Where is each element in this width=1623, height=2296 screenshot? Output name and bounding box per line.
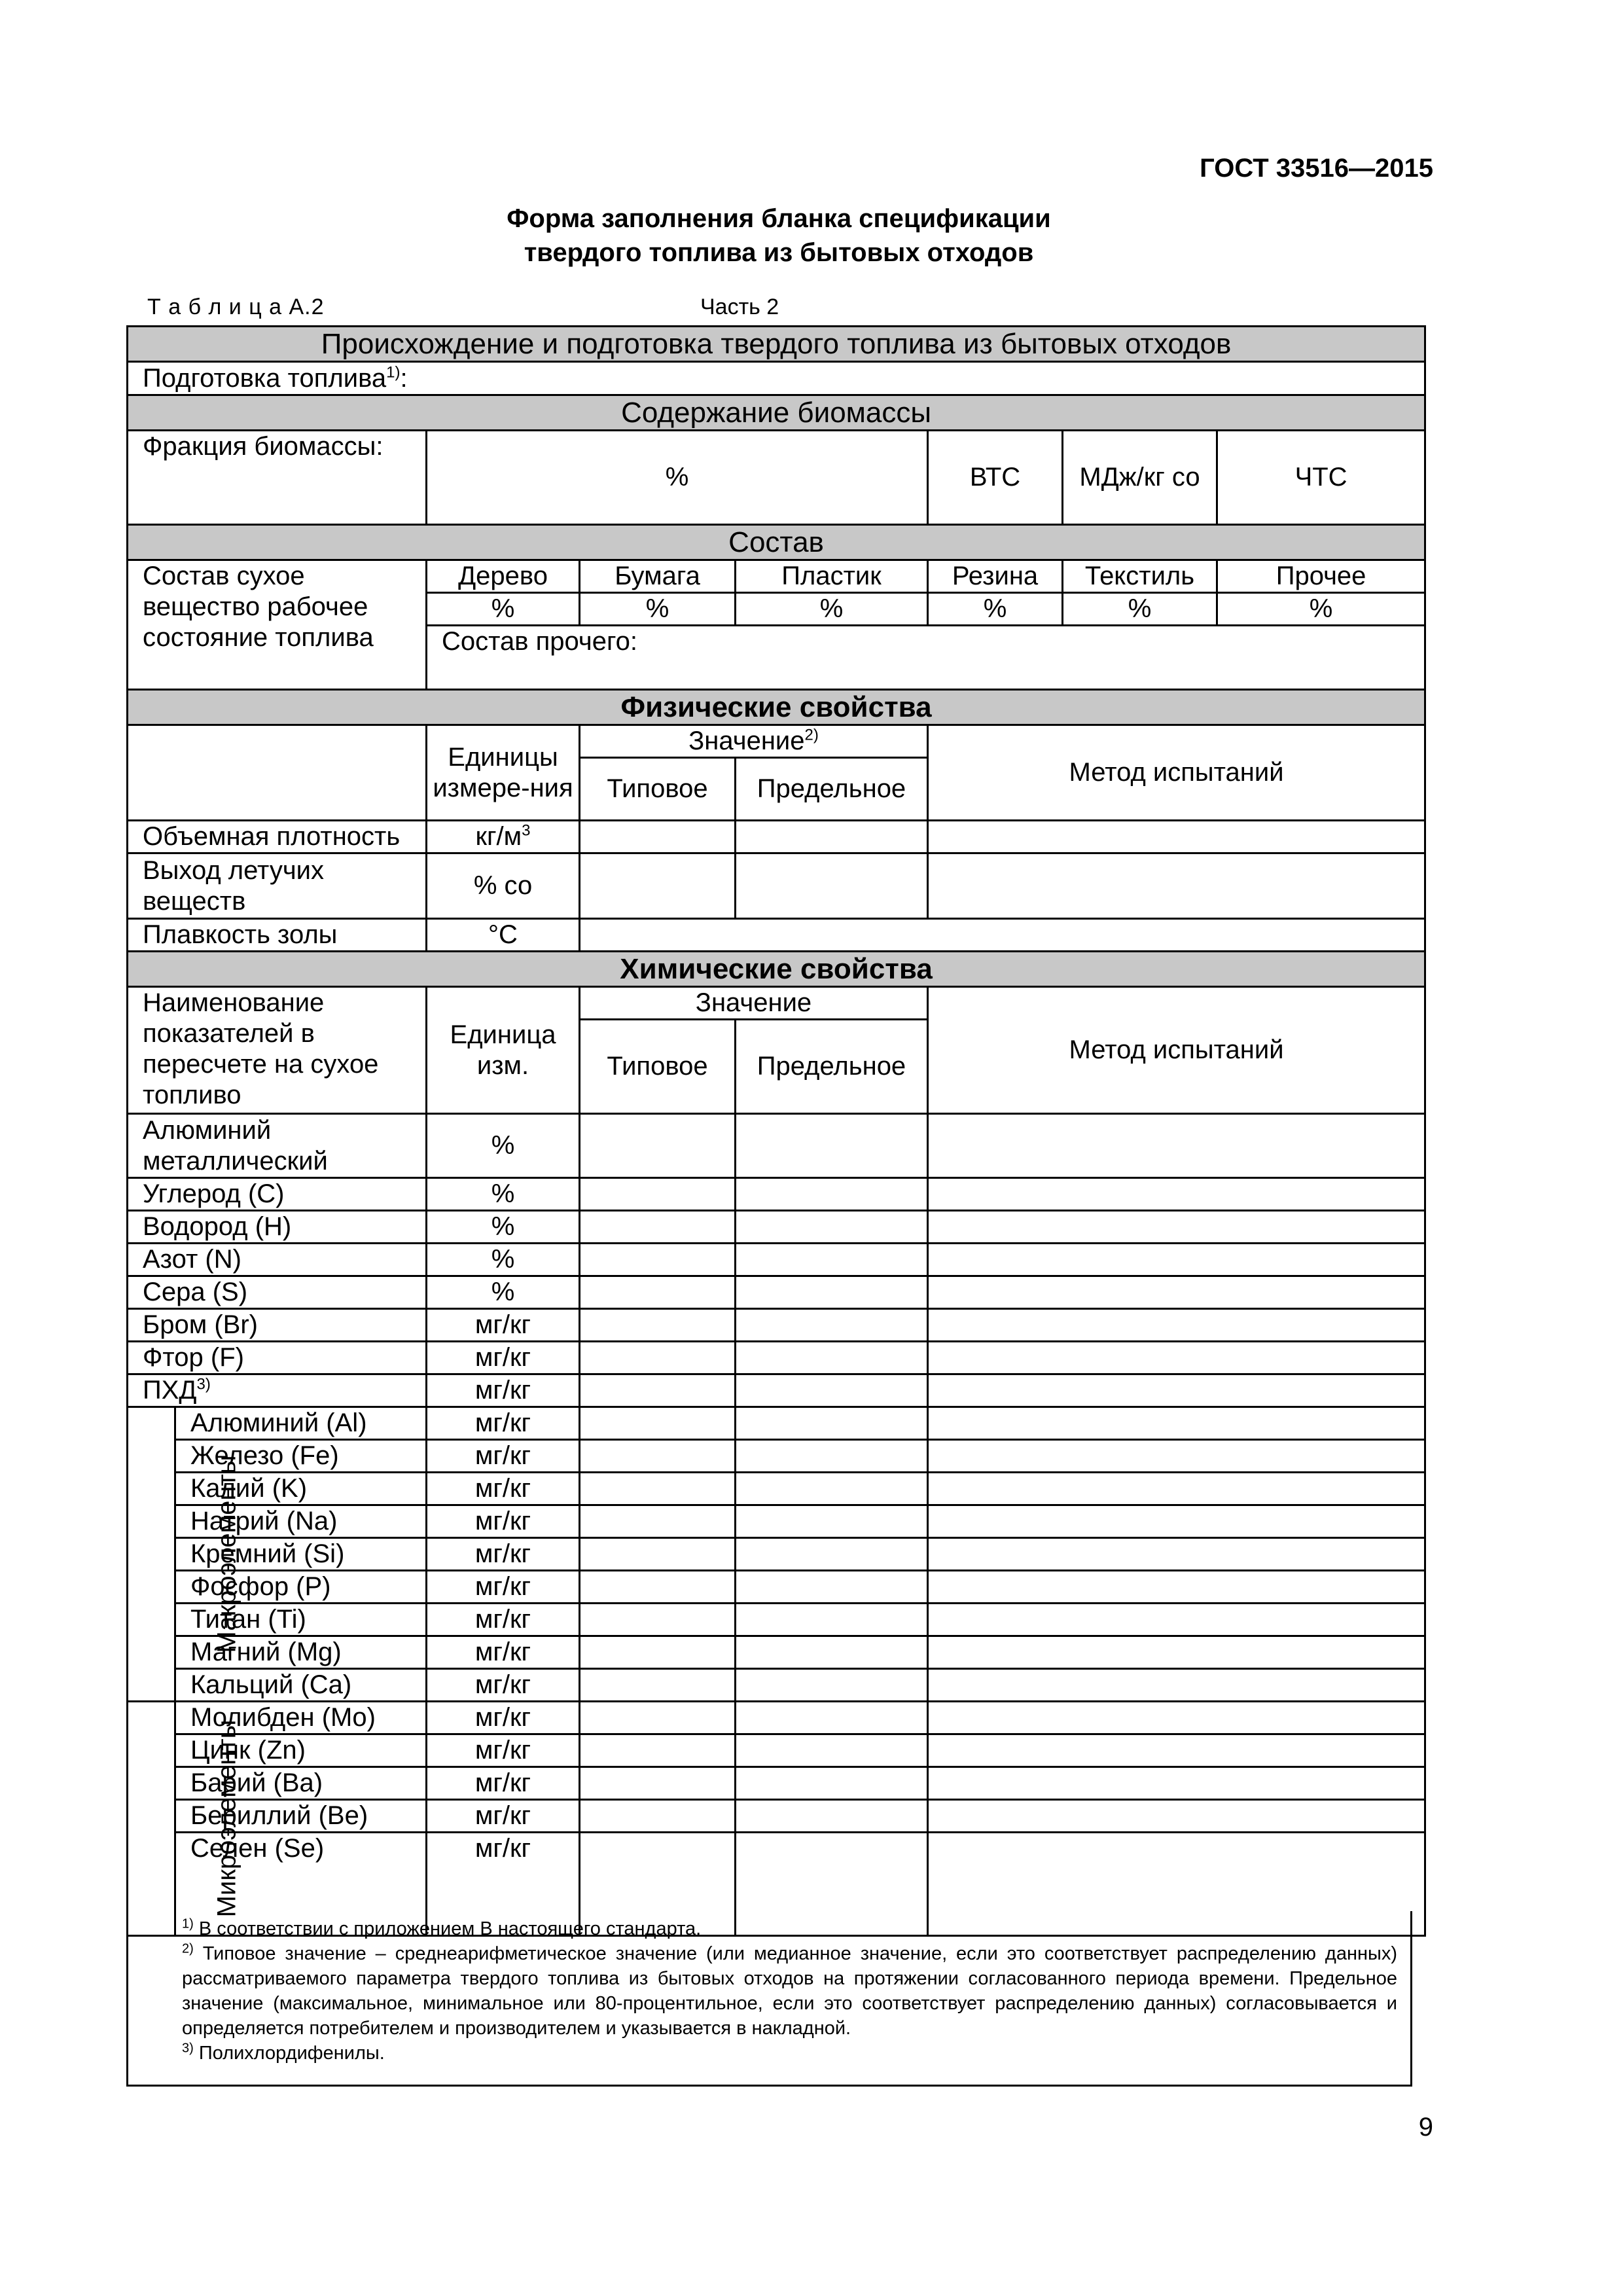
limit-value-cell[interactable]: [736, 1505, 928, 1538]
typical-value-cell[interactable]: [580, 1178, 736, 1211]
composition-label: Состав сухое вещество рабочее состояние топлива: [128, 560, 427, 690]
typical-value-cell[interactable]: [580, 1702, 736, 1734]
micro-row: [128, 1767, 1425, 1800]
chemical-row: [128, 1309, 1425, 1342]
test-method-cell[interactable]: [928, 1734, 1425, 1767]
test-method-cell[interactable]: [928, 1407, 1425, 1440]
micro-row: [128, 1702, 1425, 1734]
physical-limit-header: Предельное: [736, 758, 928, 821]
limit-value-cell[interactable]: [736, 1178, 928, 1211]
chemical-heading: Химические свойства: [128, 952, 1425, 987]
typical-value-cell[interactable]: [580, 1309, 736, 1342]
chemical-unit: мг/кг: [427, 1342, 580, 1374]
typical-value-cell[interactable]: [580, 1276, 736, 1309]
test-method-cell[interactable]: [928, 1800, 1425, 1833]
biomass-percent-cell[interactable]: %: [427, 431, 928, 525]
typical-value-cell[interactable]: [580, 1571, 736, 1604]
chemical-name: Бром (Br): [128, 1309, 427, 1342]
limit-value-cell[interactable]: [736, 1538, 928, 1571]
typical-value-cell[interactable]: [580, 1767, 736, 1800]
ash-fusibility-value-cell[interactable]: [580, 919, 1425, 952]
biomass-vts-cell[interactable]: ВТС: [928, 431, 1063, 525]
composition-col-other: Прочее: [1217, 560, 1425, 593]
test-method-cell[interactable]: [928, 1440, 1425, 1473]
chemical-typical-header: Типовое: [580, 1020, 736, 1114]
element-unit: мг/кг: [427, 1833, 580, 1936]
physical-unit: % со: [427, 853, 580, 919]
macro-row: [128, 1538, 1425, 1571]
element-unit: мг/кг: [427, 1505, 580, 1538]
physical-typical-header: Типовое: [580, 758, 736, 821]
chemical-unit: %: [427, 1244, 580, 1276]
footnote-ref-3: 3): [196, 1375, 211, 1393]
limit-value-cell[interactable]: [736, 1244, 928, 1276]
physical-units-header: Единицы измере-ния: [427, 725, 580, 821]
macro-row: [128, 1669, 1425, 1702]
composition-col-plastic: Пластик: [736, 560, 928, 593]
chemical-row: [128, 1374, 1425, 1407]
standard-number: ГОСТ 33516—2015: [1200, 154, 1433, 183]
test-method-cell[interactable]: [928, 1767, 1425, 1800]
microelements-label: Микроэлементы: [212, 1719, 241, 1918]
typical-value-cell[interactable]: [580, 1473, 736, 1505]
typical-value-cell[interactable]: [580, 1669, 736, 1702]
test-method-cell[interactable]: [928, 853, 1425, 919]
element-name: Магний (Mg): [175, 1636, 427, 1669]
chemical-name-text: ПХД: [143, 1376, 197, 1405]
typical-value-cell[interactable]: [580, 1114, 736, 1178]
test-method-cell[interactable]: [928, 1276, 1425, 1309]
chemical-name: Водород (Н): [128, 1211, 427, 1244]
physical-value-header: [580, 725, 928, 758]
test-method-cell[interactable]: [928, 1309, 1425, 1342]
element-unit: мг/кг: [427, 1473, 580, 1505]
physical-name: Выход летучих веществ: [128, 853, 427, 919]
typical-value-cell[interactable]: [580, 1211, 736, 1244]
macroelements-label: Макроэлементы: [212, 1455, 241, 1653]
element-name: Железо (Fe): [175, 1440, 427, 1473]
limit-value-cell[interactable]: [736, 1473, 928, 1505]
biomass-fraction-row: [128, 431, 1425, 525]
typical-value-cell[interactable]: [580, 1734, 736, 1767]
chemical-row: [128, 1244, 1425, 1276]
biomass-chts-cell[interactable]: ЧТС: [1217, 431, 1425, 525]
typical-value-cell[interactable]: [580, 1604, 736, 1636]
test-method-cell[interactable]: [928, 821, 1425, 853]
limit-value-cell[interactable]: [736, 1571, 928, 1604]
section-composition-header: [128, 525, 1425, 560]
chemical-unit: %: [427, 1178, 580, 1211]
physical-unit: [427, 821, 580, 853]
chemical-unit: %: [427, 1211, 580, 1244]
element-name: Молибден (Mo): [175, 1702, 427, 1734]
physical-heading: Физические свойства: [128, 690, 1425, 725]
composition-unit-cell[interactable]: %: [736, 593, 928, 626]
footnote-3-mark: 3): [182, 2041, 194, 2056]
physical-method-header: Метод испытаний: [928, 725, 1425, 821]
element-name: Натрий (Na): [175, 1505, 427, 1538]
test-method-cell[interactable]: [928, 1702, 1425, 1734]
chemical-row: [128, 1178, 1425, 1211]
limit-value-cell[interactable]: [736, 1211, 928, 1244]
page-number: 9: [1418, 2113, 1433, 2142]
physical-name: Объемная плотность: [128, 821, 427, 853]
footnote-1: [141, 1916, 1397, 1941]
footnote-ref-1: 1): [386, 363, 401, 382]
footnote-3: [141, 2041, 1397, 2066]
part-label: Часть 2: [700, 295, 779, 319]
typical-value-cell[interactable]: [580, 1440, 736, 1473]
footnote-3-text: Полихлордифенилы.: [193, 2043, 385, 2064]
physical-value-label: Значение: [688, 726, 805, 755]
limit-value-cell[interactable]: [736, 853, 928, 919]
test-method-cell[interactable]: [928, 1114, 1425, 1178]
macro-row: [128, 1473, 1425, 1505]
test-method-cell[interactable]: [928, 1636, 1425, 1669]
typical-value-cell[interactable]: [580, 1407, 736, 1440]
chemical-name: Алюминий металлический: [128, 1114, 427, 1178]
test-method-cell[interactable]: [928, 1178, 1425, 1211]
limit-value-cell[interactable]: [736, 1276, 928, 1309]
macro-row: [128, 1604, 1425, 1636]
table-caption: Т а б л и ц а А.2: [147, 295, 325, 319]
physical-row-volatiles: [128, 853, 1425, 919]
limit-value-cell[interactable]: [736, 1734, 928, 1767]
typical-value-cell[interactable]: [580, 1800, 736, 1833]
test-method-cell[interactable]: [928, 1374, 1425, 1407]
fuel-preparation-cell[interactable]: [128, 362, 1425, 395]
test-method-cell[interactable]: [928, 1604, 1425, 1636]
micro-row: [128, 1734, 1425, 1767]
element-unit: мг/кг: [427, 1702, 580, 1734]
composition-unit-cell[interactable]: %: [427, 593, 580, 626]
footnote-2: [141, 1941, 1397, 2041]
micro-row: [128, 1800, 1425, 1833]
chemical-row: [128, 1342, 1425, 1374]
element-name: Фосфор (P): [175, 1571, 427, 1604]
composition-col-textile: Текстиль: [1063, 560, 1217, 593]
limit-value-cell[interactable]: [736, 1374, 928, 1407]
typical-value-cell[interactable]: [580, 1636, 736, 1669]
element-unit: мг/кг: [427, 1440, 580, 1473]
physical-row-density: [128, 821, 1425, 853]
microelements-group-label: [128, 1702, 241, 1936]
limit-value-cell[interactable]: [736, 1407, 928, 1440]
composition-col-rubber: Резина: [928, 560, 1063, 593]
typical-value-cell[interactable]: [580, 1505, 736, 1538]
chemical-method-header: Метод испытаний: [928, 987, 1425, 1114]
composition-col-paper: Бумага: [580, 560, 736, 593]
composition-unit-cell[interactable]: %: [1063, 593, 1217, 626]
physical-unit-exponent: 3: [522, 821, 531, 840]
limit-value-cell[interactable]: [736, 1440, 928, 1473]
limit-value-cell[interactable]: [736, 1669, 928, 1702]
biomass-mj-cell-1[interactable]: МДж/кг со: [1063, 431, 1217, 525]
typical-value-cell[interactable]: [580, 1342, 736, 1374]
chemical-unit: %: [427, 1114, 580, 1178]
biomass-heading: Содержание биомассы: [128, 395, 1425, 431]
element-name: Алюминий (Al): [175, 1407, 427, 1440]
test-method-cell[interactable]: [928, 1473, 1425, 1505]
chemical-name: Фтор (F): [128, 1342, 427, 1374]
physical-row-ash-fusibility: [128, 919, 1425, 952]
test-method-cell[interactable]: [928, 1211, 1425, 1244]
section-origin-header: [128, 327, 1425, 362]
test-method-cell[interactable]: [928, 1244, 1425, 1276]
limit-value-cell[interactable]: [736, 1702, 928, 1734]
limit-value-cell[interactable]: [736, 1604, 928, 1636]
chemical-row: [128, 1211, 1425, 1244]
section-physical-header: [128, 690, 1425, 725]
element-name: Цинк (Zn): [175, 1734, 427, 1767]
composition-other-cell[interactable]: Состав прочего:: [427, 626, 1425, 690]
form-title-line-2: твердого топлива из бытовых отходов: [524, 238, 1034, 267]
typical-value-cell[interactable]: [580, 1538, 736, 1571]
limit-value-cell[interactable]: [736, 1114, 928, 1178]
test-method-cell[interactable]: [928, 1571, 1425, 1604]
element-unit: мг/кг: [427, 1538, 580, 1571]
element-name: Калий (K): [175, 1473, 427, 1505]
limit-value-cell[interactable]: [736, 1800, 928, 1833]
footnote-ref-2: 2): [804, 726, 819, 744]
footnote-1-mark: 1): [182, 1916, 194, 1931]
chemical-value-header: Значение: [580, 987, 928, 1020]
chemical-row: [128, 1276, 1425, 1309]
element-name: Селен (Se): [175, 1833, 427, 1936]
fuel-preparation-label: Подготовка топлива: [143, 363, 387, 393]
element-name: Бериллий (Be): [175, 1800, 427, 1833]
typical-value-cell[interactable]: [580, 1244, 736, 1276]
section-chemical-header: [128, 952, 1425, 987]
chemical-unit: мг/кг: [427, 1309, 580, 1342]
form-title-line-1: Форма заполнения бланка спецификации: [507, 204, 1051, 233]
biomass-fraction-label: Фракция биомассы:: [128, 431, 427, 525]
chemical-name: Сера (S): [128, 1276, 427, 1309]
composition-unit-cell[interactable]: %: [580, 593, 736, 626]
footnotes: [126, 1911, 1412, 2087]
chemical-name-pcb: [128, 1374, 427, 1407]
element-name: Барий (Ba): [175, 1767, 427, 1800]
element-name: Кальций (Ca): [175, 1669, 427, 1702]
macro-row: [128, 1571, 1425, 1604]
form-title: [393, 202, 1165, 270]
footnote-1-text: В соответствии с приложением В настоящего стандарта.: [193, 1918, 702, 1939]
limit-value-cell[interactable]: [736, 1342, 928, 1374]
limit-value-cell[interactable]: [736, 1636, 928, 1669]
test-method-cell[interactable]: [928, 1538, 1425, 1571]
element-name: Титан (Ti): [175, 1604, 427, 1636]
typical-value-cell[interactable]: [580, 853, 736, 919]
macro-row: [128, 1407, 1425, 1440]
chemical-row: [128, 1114, 1425, 1178]
test-method-cell[interactable]: [928, 1669, 1425, 1702]
footnote-2-mark: 2): [182, 1941, 194, 1956]
chemical-name: Углерод (С): [128, 1178, 427, 1211]
test-method-cell[interactable]: [928, 1505, 1425, 1538]
composition-columns-row: [128, 560, 1425, 593]
physical-unit: °С: [427, 919, 580, 952]
chemical-unit: %: [427, 1276, 580, 1309]
fuel-preparation-colon: :: [400, 363, 408, 393]
limit-value-cell[interactable]: [736, 1309, 928, 1342]
chemical-limit-header: Предельное: [736, 1020, 928, 1114]
macro-row: [128, 1505, 1425, 1538]
macroelements-group-label: [128, 1407, 241, 1702]
element-unit: мг/кг: [427, 1604, 580, 1636]
specification-table: [126, 325, 1426, 1937]
chemical-unit-header: Единица изм.: [427, 987, 580, 1114]
element-unit: мг/кг: [427, 1636, 580, 1669]
composition-heading: Состав: [128, 525, 1425, 560]
element-unit: мг/кг: [427, 1571, 580, 1604]
section-biomass-header: [128, 395, 1425, 431]
fuel-preparation-row: [128, 362, 1425, 395]
limit-value-cell[interactable]: [736, 821, 928, 853]
typical-value-cell[interactable]: [580, 1374, 736, 1407]
macro-row: [128, 1440, 1425, 1473]
chemical-header-row-1: [128, 987, 1425, 1020]
origin-heading: Происхождение и подготовка твердого топлива из бытовых отходов: [128, 327, 1425, 362]
composition-unit-cell[interactable]: %: [1217, 593, 1425, 626]
chemical-name-header: Наименование показателей в пересчете на сухое топливо: [128, 987, 427, 1114]
physical-header-row-1: [128, 725, 1425, 758]
macro-row: [128, 1636, 1425, 1669]
limit-value-cell[interactable]: [736, 1767, 928, 1800]
chemical-name: Азот (N): [128, 1244, 427, 1276]
element-unit: мг/кг: [427, 1669, 580, 1702]
physical-unit-text: кг/м: [475, 822, 522, 851]
element-unit: мг/кг: [427, 1734, 580, 1767]
chemical-unit: мг/кг: [427, 1374, 580, 1407]
composition-col-wood: Дерево: [427, 560, 580, 593]
typical-value-cell[interactable]: [580, 821, 736, 853]
composition-unit-cell[interactable]: %: [928, 593, 1063, 626]
footnote-2-text: Типовое значение – среднеарифметическое значение (или медианное значение, если это соответствует распределению данных) рассматриваемого параметра твердого топлива из бытовых отходов на протяжении согласованного периода времени. Предельное значение (максимальное, минимальное или 80-процентильное, если это соответствует распределению данных) согласовывается и определяется потребителем и производителем и указывается в накладной.: [182, 1943, 1397, 2039]
element-unit: мг/кг: [427, 1407, 580, 1440]
element-name: Кремний (Si): [175, 1538, 427, 1571]
test-method-cell[interactable]: [928, 1342, 1425, 1374]
element-unit: мг/кг: [427, 1800, 580, 1833]
physical-name: Плавкость золы: [128, 919, 427, 952]
physical-empty-header: [128, 725, 427, 821]
element-unit: мг/кг: [427, 1767, 580, 1800]
